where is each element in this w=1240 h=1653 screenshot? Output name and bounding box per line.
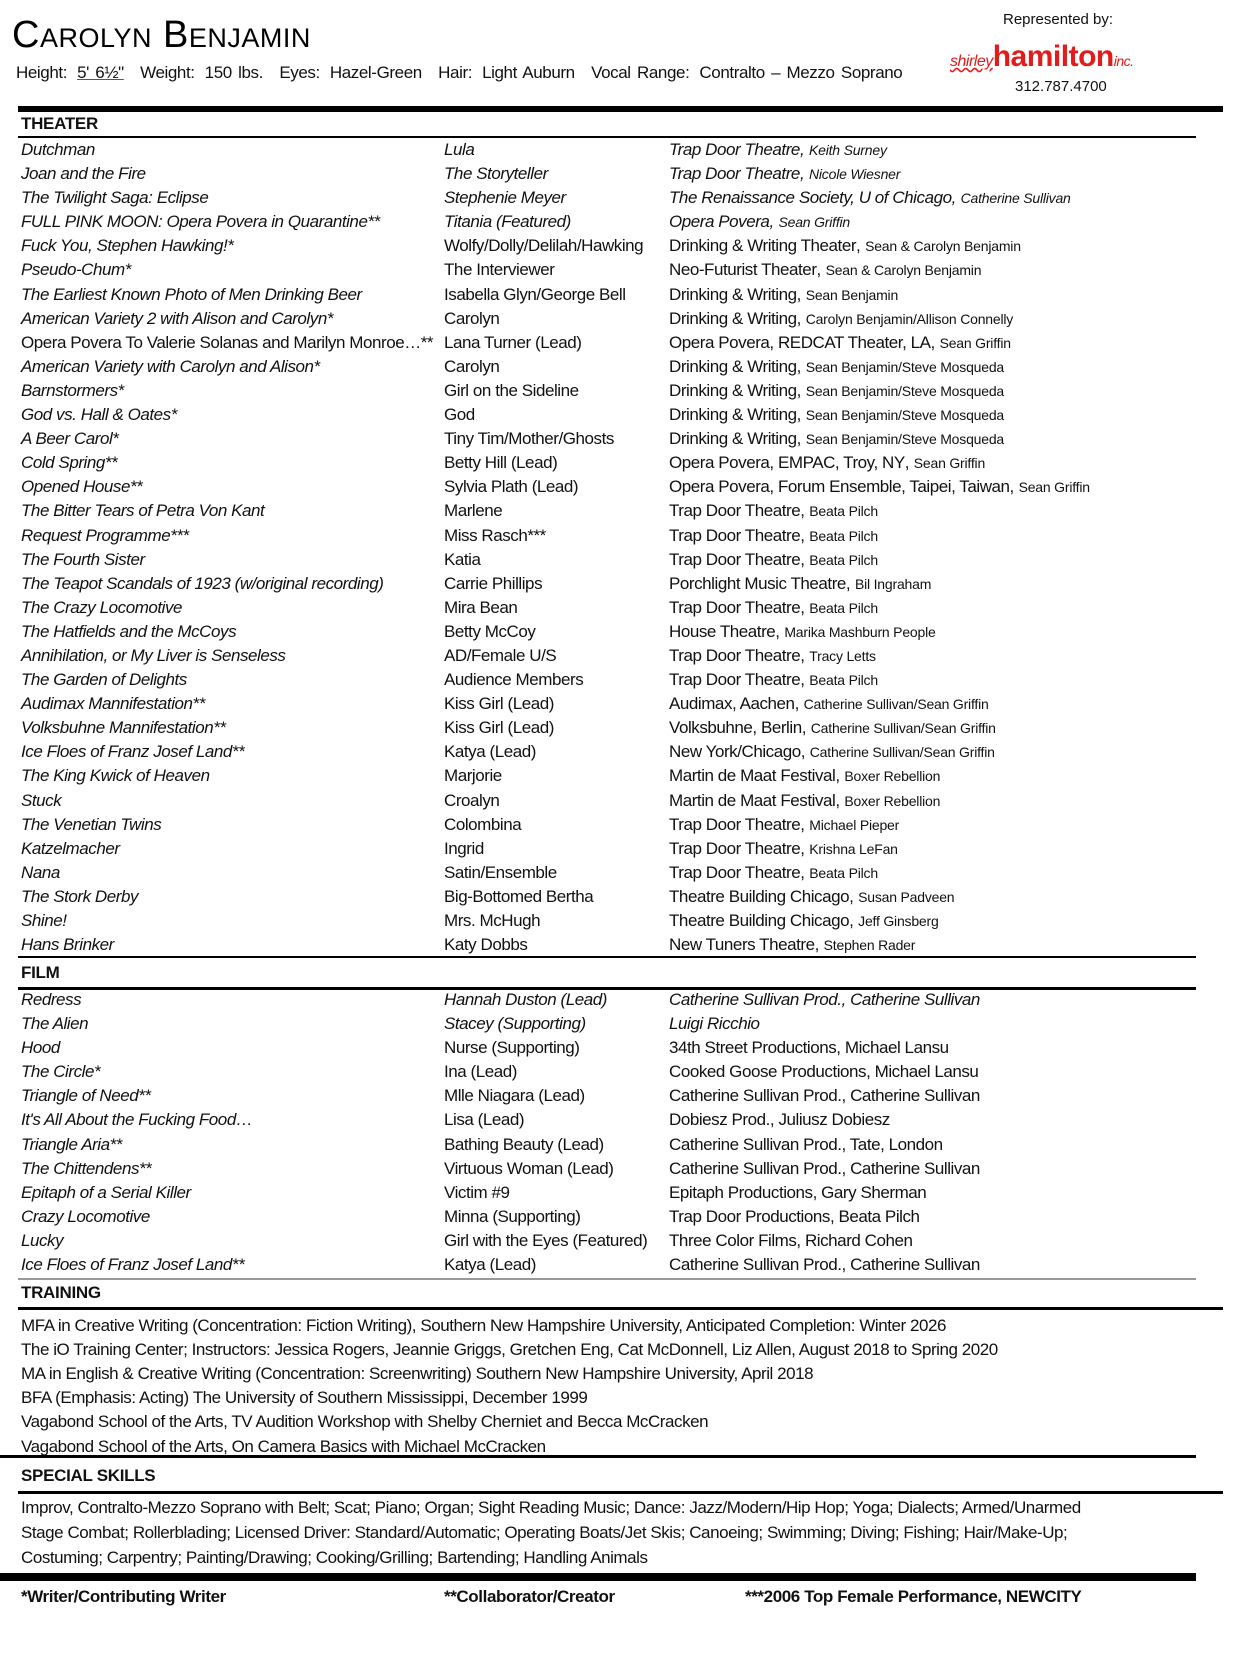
role: Bathing Beauty (Lead) xyxy=(444,1134,604,1154)
venue-director xyxy=(669,694,989,714)
director: , Sean Benjamin xyxy=(797,287,898,303)
film-title: Epitaph of a Serial Killer xyxy=(21,1182,191,1202)
table-row xyxy=(0,140,1240,164)
table-row xyxy=(0,164,1240,188)
venue: Trap Door Theatre xyxy=(669,838,801,858)
director: , Beata Pilch xyxy=(800,528,878,544)
skills-line: Improv, Contralto-Mezzo Soprano with Belt; Scat; Piano; Organ; Sight Reading Music; Dance: Jazz/Modern/Hip Hop; Yoga; Dialects; Armed/Unarmed xyxy=(21,1498,1081,1517)
skills-line: Stage Combat; Rollerblading; Licensed Driver: Standard/Automatic; Operating Boats/Jet Skis; Canoeing; Swimming; Diving; Fishing; Hair/Make-Up; xyxy=(21,1523,1068,1542)
role: Girl with the Eyes (Featured) xyxy=(444,1230,648,1250)
director: , Nicole Wiesner xyxy=(800,166,900,182)
film-title: Ice Floes of Franz Josef Land** xyxy=(21,1255,245,1275)
director: , Sean Griffin xyxy=(931,335,1011,351)
section-theater: THEATER xyxy=(21,114,98,133)
venue: Trap Door Theatre xyxy=(669,862,801,882)
venue: Neo-Futurist Theater xyxy=(669,260,817,280)
table-row xyxy=(0,1255,1240,1279)
logo-inc: inc. xyxy=(1113,53,1134,69)
venue-director xyxy=(669,188,1071,208)
venue: Opera Povera, REDCAT Theater, LA xyxy=(669,332,931,352)
production-title: A Beer Carol* xyxy=(21,429,119,449)
role: Carolyn xyxy=(444,356,500,376)
venue: Martin de Maat Festival xyxy=(669,766,836,786)
production-title: The King Kwick of Heaven xyxy=(21,766,210,786)
director: , Beata Pilch xyxy=(800,503,878,519)
production-company: Epitaph Productions, Gary Sherman xyxy=(669,1182,927,1202)
director: , Krishna LeFan xyxy=(800,841,898,857)
venue: Theatre Building Chicago xyxy=(669,886,850,906)
venue: Trap Door Theatre xyxy=(669,164,800,184)
venue-director xyxy=(669,140,887,160)
production-title: The Earliest Known Photo of Men Drinking Beer xyxy=(21,284,362,304)
venue: Trap Door Theatre xyxy=(669,501,801,521)
venue-director xyxy=(669,646,876,666)
director: , Sean & Carolyn Benjamin xyxy=(856,238,1021,254)
table-row xyxy=(0,309,1240,333)
training-item: The iO Training Center; Instructors: Jessica Rogers, Jeannie Griggs, Gretchen Eng, Cat McDonnell, Liz Allen, August 2018 to Spring 2020 xyxy=(21,1340,998,1360)
training-item: Vagabond School of the Arts, TV Audition Workshop with Shelby Cherniet and Becca McCracken xyxy=(21,1412,709,1432)
venue-director xyxy=(669,453,985,473)
table-row xyxy=(0,911,1240,935)
director: , Boxer Rebellion xyxy=(835,768,940,784)
venue-director xyxy=(669,622,936,642)
director: , Sean Griffin xyxy=(769,214,850,230)
venue-director xyxy=(669,718,996,738)
venue-director xyxy=(669,260,981,280)
table-row xyxy=(0,381,1240,405)
role: Tiny Tim/Mother/Ghosts xyxy=(444,429,614,449)
weight-value: 150 lbs. xyxy=(204,63,263,82)
film-title: The Circle* xyxy=(21,1062,101,1082)
venue: Drinking & Writing xyxy=(669,356,797,376)
table-row xyxy=(0,1231,1240,1255)
production-title: Barnstormers* xyxy=(21,380,124,400)
role: Nurse (Supporting) xyxy=(444,1038,580,1058)
venue: Opera Povera xyxy=(669,212,770,232)
height-value: 5' 6½" xyxy=(77,63,124,82)
venue-director xyxy=(669,670,878,690)
table-row xyxy=(0,357,1240,381)
table-row xyxy=(0,1062,1240,1086)
director: , Jeff Ginsberg xyxy=(849,913,938,929)
production-title: The Teapot Scandals of 1923 (w/original recording) xyxy=(21,573,384,593)
production-title: The Twilight Saga: Eclipse xyxy=(21,188,209,208)
role: Lula xyxy=(444,140,475,159)
vocal-value: Contralto – Mezzo Soprano xyxy=(699,63,903,82)
production-company: Luigi Ricchio xyxy=(669,1014,760,1034)
film-title: It's All About the Fucking Food… xyxy=(21,1110,253,1130)
height-label: Height: xyxy=(16,63,68,82)
venue: Porchlight Music Theatre xyxy=(669,573,846,593)
venue: Trap Door Theatre xyxy=(669,670,801,690)
role: Titania (Featured) xyxy=(444,212,571,232)
production-title: God vs. Hall & Oates* xyxy=(21,405,177,425)
production-title: Ice Floes of Franz Josef Land** xyxy=(21,742,245,762)
actor-stats xyxy=(16,63,912,83)
production-company: 34th Street Productions, Michael Lansu xyxy=(669,1038,949,1058)
production-title: The Fourth Sister xyxy=(21,549,145,569)
venue: Theatre Building Chicago xyxy=(669,911,850,930)
role: Miss Rasch*** xyxy=(444,525,546,545)
table-row xyxy=(0,622,1240,646)
role: Kiss Girl (Lead) xyxy=(444,718,554,738)
table-row xyxy=(0,550,1240,574)
venue-director xyxy=(669,887,954,907)
table-row xyxy=(0,990,1240,1014)
divider xyxy=(18,136,1196,138)
table-row xyxy=(0,188,1240,212)
production-title: Stuck xyxy=(21,790,62,810)
training-item: Vagabond School of the Arts, On Camera Basics with Michael McCracken xyxy=(21,1436,546,1456)
role: Lisa (Lead) xyxy=(444,1110,525,1130)
section-training: TRAINING xyxy=(21,1283,101,1302)
director: , Catherine Sullivan/Sean Griffin xyxy=(802,720,996,736)
table-row xyxy=(0,718,1240,742)
director: , Susan Padveen xyxy=(849,889,954,905)
footnote-award: ***2006 Top Female Performance, NEWCITY xyxy=(745,1587,1082,1606)
production-company: Catherine Sullivan Prod., Tate, London xyxy=(669,1134,943,1154)
production-title: Joan and the Fire xyxy=(21,164,146,184)
venue-director xyxy=(669,742,995,762)
table-row xyxy=(0,887,1240,911)
film-list xyxy=(0,990,1240,1279)
eyes-value: Hazel-Green xyxy=(329,63,422,82)
role: Mira Bean xyxy=(444,597,518,617)
role: Carolyn xyxy=(444,308,500,328)
weight-label: Weight: xyxy=(140,63,195,82)
vocal-label: Vocal Range: xyxy=(591,63,690,82)
venue: Trap Door Theatre xyxy=(669,645,801,665)
hair-value: Light Auburn xyxy=(482,63,575,82)
table-row xyxy=(0,694,1240,718)
production-title: Volksbuhne Mannifestation** xyxy=(21,718,226,738)
venue: Trap Door Theatre xyxy=(669,549,801,569)
role: Hannah Duston (Lead) xyxy=(444,990,608,1009)
venue: Martin de Maat Festival xyxy=(669,790,836,810)
role: The Storyteller xyxy=(444,164,548,184)
table-row xyxy=(0,501,1240,525)
training-item: MA in English & Creative Writing (Concentration: Screenwriting) Southern New Hampshire University, April 2018 xyxy=(21,1364,814,1384)
director: , Sean Griffin xyxy=(905,455,985,471)
table-row xyxy=(0,742,1240,766)
venue-director xyxy=(669,309,1013,329)
table-row xyxy=(0,670,1240,694)
role: Audience Members xyxy=(444,670,584,690)
divider xyxy=(18,1491,1223,1494)
production-title: Nana xyxy=(21,862,60,882)
agency-logo xyxy=(950,40,1134,74)
table-row xyxy=(0,212,1240,236)
director: , Sean Benjamin/Steve Mosqueda xyxy=(797,431,1004,447)
role: Victim #9 xyxy=(444,1182,510,1202)
venue: Opera Povera, EMPAC, Troy, NY xyxy=(669,453,905,473)
table-row xyxy=(0,839,1240,863)
table-row xyxy=(0,1014,1240,1038)
eyes-label: Eyes: xyxy=(279,63,320,82)
director: , Carolyn Benjamin/Allison Connelly xyxy=(797,311,1013,327)
role: Big-Bottomed Bertha xyxy=(444,886,594,906)
footnote-collaborator: **Collaborator/Creator xyxy=(444,1587,615,1606)
training-item: BFA (Emphasis: Acting) The University of Southern Mississippi, December 1999 xyxy=(21,1388,588,1408)
table-row xyxy=(0,574,1240,598)
logo-shirley: shirley xyxy=(950,53,993,70)
venue: Drinking & Writing xyxy=(669,405,797,425)
venue: Drinking & Writing xyxy=(669,284,797,304)
divider xyxy=(0,1455,1196,1458)
production-company: Catherine Sullivan Prod., Catherine Sullivan xyxy=(669,1086,980,1106)
venue-director xyxy=(669,381,1004,401)
production-title: The Crazy Locomotive xyxy=(21,597,183,617)
production-title: Cold Spring** xyxy=(21,453,118,473)
table-row xyxy=(0,1086,1240,1110)
role: Girl on the Sideline xyxy=(444,380,579,400)
venue-director xyxy=(669,357,1004,377)
table-row xyxy=(0,526,1240,550)
venue-director xyxy=(669,935,915,955)
director: , Stephen Rader xyxy=(815,937,916,953)
production-company: Trap Door Productions, Beata Pilch xyxy=(669,1206,920,1226)
director: , Sean Benjamin/Steve Mosqueda xyxy=(797,407,1004,423)
production-title: Annihilation, or My Liver is Senseless xyxy=(21,645,286,665)
director: , Marika Mashburn People xyxy=(775,624,935,640)
role: Marlene xyxy=(444,501,503,521)
venue-director xyxy=(669,598,878,618)
logo-hamilton: hamilton xyxy=(992,40,1114,73)
table-row xyxy=(0,791,1240,815)
role: Katia xyxy=(444,549,481,569)
venue-director xyxy=(669,766,940,786)
venue-director xyxy=(669,236,1021,256)
production-title: Hans Brinker xyxy=(21,935,114,955)
venue-director xyxy=(669,285,898,305)
venue: The Renaissance Society, U of Chicago xyxy=(669,188,952,208)
table-row xyxy=(0,1110,1240,1134)
role: Kiss Girl (Lead) xyxy=(444,694,554,714)
venue: Audimax, Aachen xyxy=(669,694,795,714)
venue: Trap Door Theatre xyxy=(669,525,801,545)
venue-director xyxy=(669,429,1004,449)
venue-director xyxy=(669,863,878,883)
table-row xyxy=(0,1038,1240,1062)
director: , Catherine Sullivan xyxy=(952,190,1071,206)
film-title: Triangle of Need** xyxy=(21,1086,151,1106)
venue-director xyxy=(669,526,878,546)
production-title: The Venetian Twins xyxy=(21,814,162,834)
table-row xyxy=(0,1207,1240,1231)
table-row xyxy=(0,477,1240,501)
table-row xyxy=(0,1159,1240,1183)
venue-director xyxy=(669,911,939,931)
divider xyxy=(18,1278,1196,1280)
production-title: Dutchman xyxy=(21,140,95,159)
venue: Drinking & Writing xyxy=(669,429,797,449)
role: Carrie Phillips xyxy=(444,573,543,593)
venue-director xyxy=(669,574,931,594)
production-company: Catherine Sullivan Prod., Catherine Sullivan xyxy=(669,990,980,1009)
footnote-writer: *Writer/Contributing Writer xyxy=(21,1587,226,1606)
production-title: The Garden of Delights xyxy=(21,670,187,690)
director: , Sean Benjamin/Steve Mosqueda xyxy=(797,383,1004,399)
venue-director xyxy=(669,550,878,570)
production-company: Dobiesz Prod., Juliusz Dobiesz xyxy=(669,1110,890,1130)
role: Stephenie Meyer xyxy=(444,188,566,208)
production-company: Three Color Films, Richard Cohen xyxy=(669,1230,913,1250)
production-company: Catherine Sullivan Prod., Catherine Sullivan xyxy=(669,1255,980,1275)
venue-director xyxy=(669,839,898,859)
table-row xyxy=(0,1135,1240,1159)
table-row xyxy=(0,1183,1240,1207)
director: , Beata Pilch xyxy=(800,672,878,688)
table-row xyxy=(0,285,1240,309)
production-title: American Variety 2 with Alison and Carolyn* xyxy=(21,308,333,328)
venue: Volksbuhne, Berlin xyxy=(669,718,802,738)
production-title: Pseudo-Chum* xyxy=(21,260,131,280)
production-title: FULL PINK MOON: Opera Povera in Quarantine** xyxy=(21,212,380,232)
role: God xyxy=(444,405,475,425)
venue-director xyxy=(669,501,878,521)
venue: New York/Chicago xyxy=(669,742,801,762)
production-title: The Hatfields and the McCoys xyxy=(21,621,237,641)
table-row xyxy=(0,333,1240,357)
film-title: Hood xyxy=(21,1038,60,1058)
role: Katy Dobbs xyxy=(444,935,528,955)
role: Betty McCoy xyxy=(444,621,536,641)
role: Marjorie xyxy=(444,766,502,786)
director: , Beata Pilch xyxy=(800,865,878,881)
role: Sylvia Plath (Lead) xyxy=(444,477,579,497)
venue: Trap Door Theatre xyxy=(669,597,801,617)
film-title: Crazy Locomotive xyxy=(21,1206,150,1226)
production-title: Opened House** xyxy=(21,477,143,497)
table-row xyxy=(0,429,1240,453)
director: , Catherine Sullivan/Sean Griffin xyxy=(795,696,989,712)
director: , Michael Pieper xyxy=(800,817,899,833)
theater-list xyxy=(0,140,1240,959)
film-title: Lucky xyxy=(21,1230,64,1250)
represented-by: Represented by: xyxy=(1003,11,1114,28)
venue-director xyxy=(669,477,1090,497)
venue: Drinking & Writing Theater xyxy=(669,236,857,256)
venue: Drinking & Writing xyxy=(669,380,797,400)
divider xyxy=(18,956,1196,958)
film-title: The Alien xyxy=(21,1014,89,1034)
venue-director xyxy=(669,164,900,184)
role: Ingrid xyxy=(444,838,484,858)
role: Lana Turner (Lead) xyxy=(444,332,582,352)
hair-label: Hair: xyxy=(438,63,473,82)
venue-director xyxy=(669,815,899,835)
section-film: FILM xyxy=(21,963,60,982)
director: , Tracy Letts xyxy=(800,648,876,664)
table-row xyxy=(0,236,1240,260)
role: Katya (Lead) xyxy=(444,742,536,762)
director: , Bil Ingraham xyxy=(846,576,931,592)
role: Isabella Glyn/George Bell xyxy=(444,284,626,304)
director: , Boxer Rebellion xyxy=(835,793,940,809)
film-title: Redress xyxy=(21,990,82,1009)
divider xyxy=(18,106,1223,112)
production-title: American Variety with Carolyn and Alison* xyxy=(21,356,320,376)
production-title: The Bitter Tears of Petra Von Kant xyxy=(21,501,265,521)
production-title: Fuck You, Stephen Hawking!* xyxy=(21,236,234,256)
table-row xyxy=(0,598,1240,622)
actor-name: Carolyn Benjamin xyxy=(12,14,311,56)
director: , Beata Pilch xyxy=(800,552,878,568)
agency-phone: 312.787.4700 xyxy=(1015,78,1107,95)
venue-director xyxy=(669,212,850,232)
role: Ina (Lead) xyxy=(444,1062,517,1082)
production-title: Shine! xyxy=(21,911,67,930)
director: , Sean & Carolyn Benjamin xyxy=(817,262,982,278)
role: Stacey (Supporting) xyxy=(444,1014,586,1034)
role: Virtuous Woman (Lead) xyxy=(444,1158,614,1178)
director: , Catherine Sullivan/Sean Griffin xyxy=(801,744,995,760)
table-row xyxy=(0,405,1240,429)
role: Mrs. McHugh xyxy=(444,911,541,930)
training-item: MFA in Creative Writing (Concentration: Fiction Writing), Southern New Hampshire University, Anticipated Completion: Winter 2026 xyxy=(21,1316,947,1335)
role: Satin/Ensemble xyxy=(444,862,557,882)
venue: New Tuners Theatre xyxy=(669,935,815,955)
production-title: Opera Povera To Valerie Solanas and Marilyn Monroe…** xyxy=(21,332,434,352)
venue-director xyxy=(669,333,1011,353)
divider xyxy=(0,1573,1196,1581)
production-title: Katzelmacher xyxy=(21,838,120,858)
venue: Trap Door Theatre xyxy=(669,140,800,159)
director: , Sean Griffin xyxy=(1010,479,1090,495)
director: , Keith Surney xyxy=(800,142,887,158)
venue: Drinking & Writing xyxy=(669,308,797,328)
role: Betty Hill (Lead) xyxy=(444,453,558,473)
table-row xyxy=(0,646,1240,670)
skills-line: Costuming; Carpentry; Painting/Drawing; Cooking/Grilling; Bartending; Handling Animals xyxy=(21,1548,648,1567)
table-row xyxy=(0,815,1240,839)
table-row xyxy=(0,260,1240,284)
director: , Beata Pilch xyxy=(800,600,878,616)
production-company: Cooked Goose Productions, Michael Lansu xyxy=(669,1062,979,1082)
venue: Opera Povera, Forum Ensemble, Taipei, Taiwan xyxy=(669,477,1010,497)
production-company: Catherine Sullivan Prod., Catherine Sullivan xyxy=(669,1158,980,1178)
role: Croalyn xyxy=(444,790,500,810)
role: AD/Female U/S xyxy=(444,645,557,665)
venue: Trap Door Theatre xyxy=(669,814,801,834)
venue-director xyxy=(669,791,940,811)
production-title: Audimax Mannifestation** xyxy=(21,694,205,714)
role: Mlle Niagara (Lead) xyxy=(444,1086,585,1106)
table-row xyxy=(0,863,1240,887)
venue: House Theatre xyxy=(669,621,776,641)
production-title: The Stork Derby xyxy=(21,886,139,906)
production-title: Request Programme*** xyxy=(21,525,189,545)
film-title: The Chittendens** xyxy=(21,1158,152,1178)
divider xyxy=(18,1307,1223,1310)
venue-director xyxy=(669,405,1004,425)
role: The Interviewer xyxy=(444,260,555,280)
role: Wolfy/Dolly/Delilah/Hawking xyxy=(444,236,644,256)
director: , Sean Benjamin/Steve Mosqueda xyxy=(797,359,1004,375)
role: Katya (Lead) xyxy=(444,1255,536,1275)
role: Minna (Supporting) xyxy=(444,1206,581,1226)
table-row xyxy=(0,766,1240,790)
table-row xyxy=(0,453,1240,477)
role: Colombina xyxy=(444,814,522,834)
section-special-skills: SPECIAL SKILLS xyxy=(21,1466,156,1485)
film-title: Triangle Aria** xyxy=(21,1134,122,1154)
